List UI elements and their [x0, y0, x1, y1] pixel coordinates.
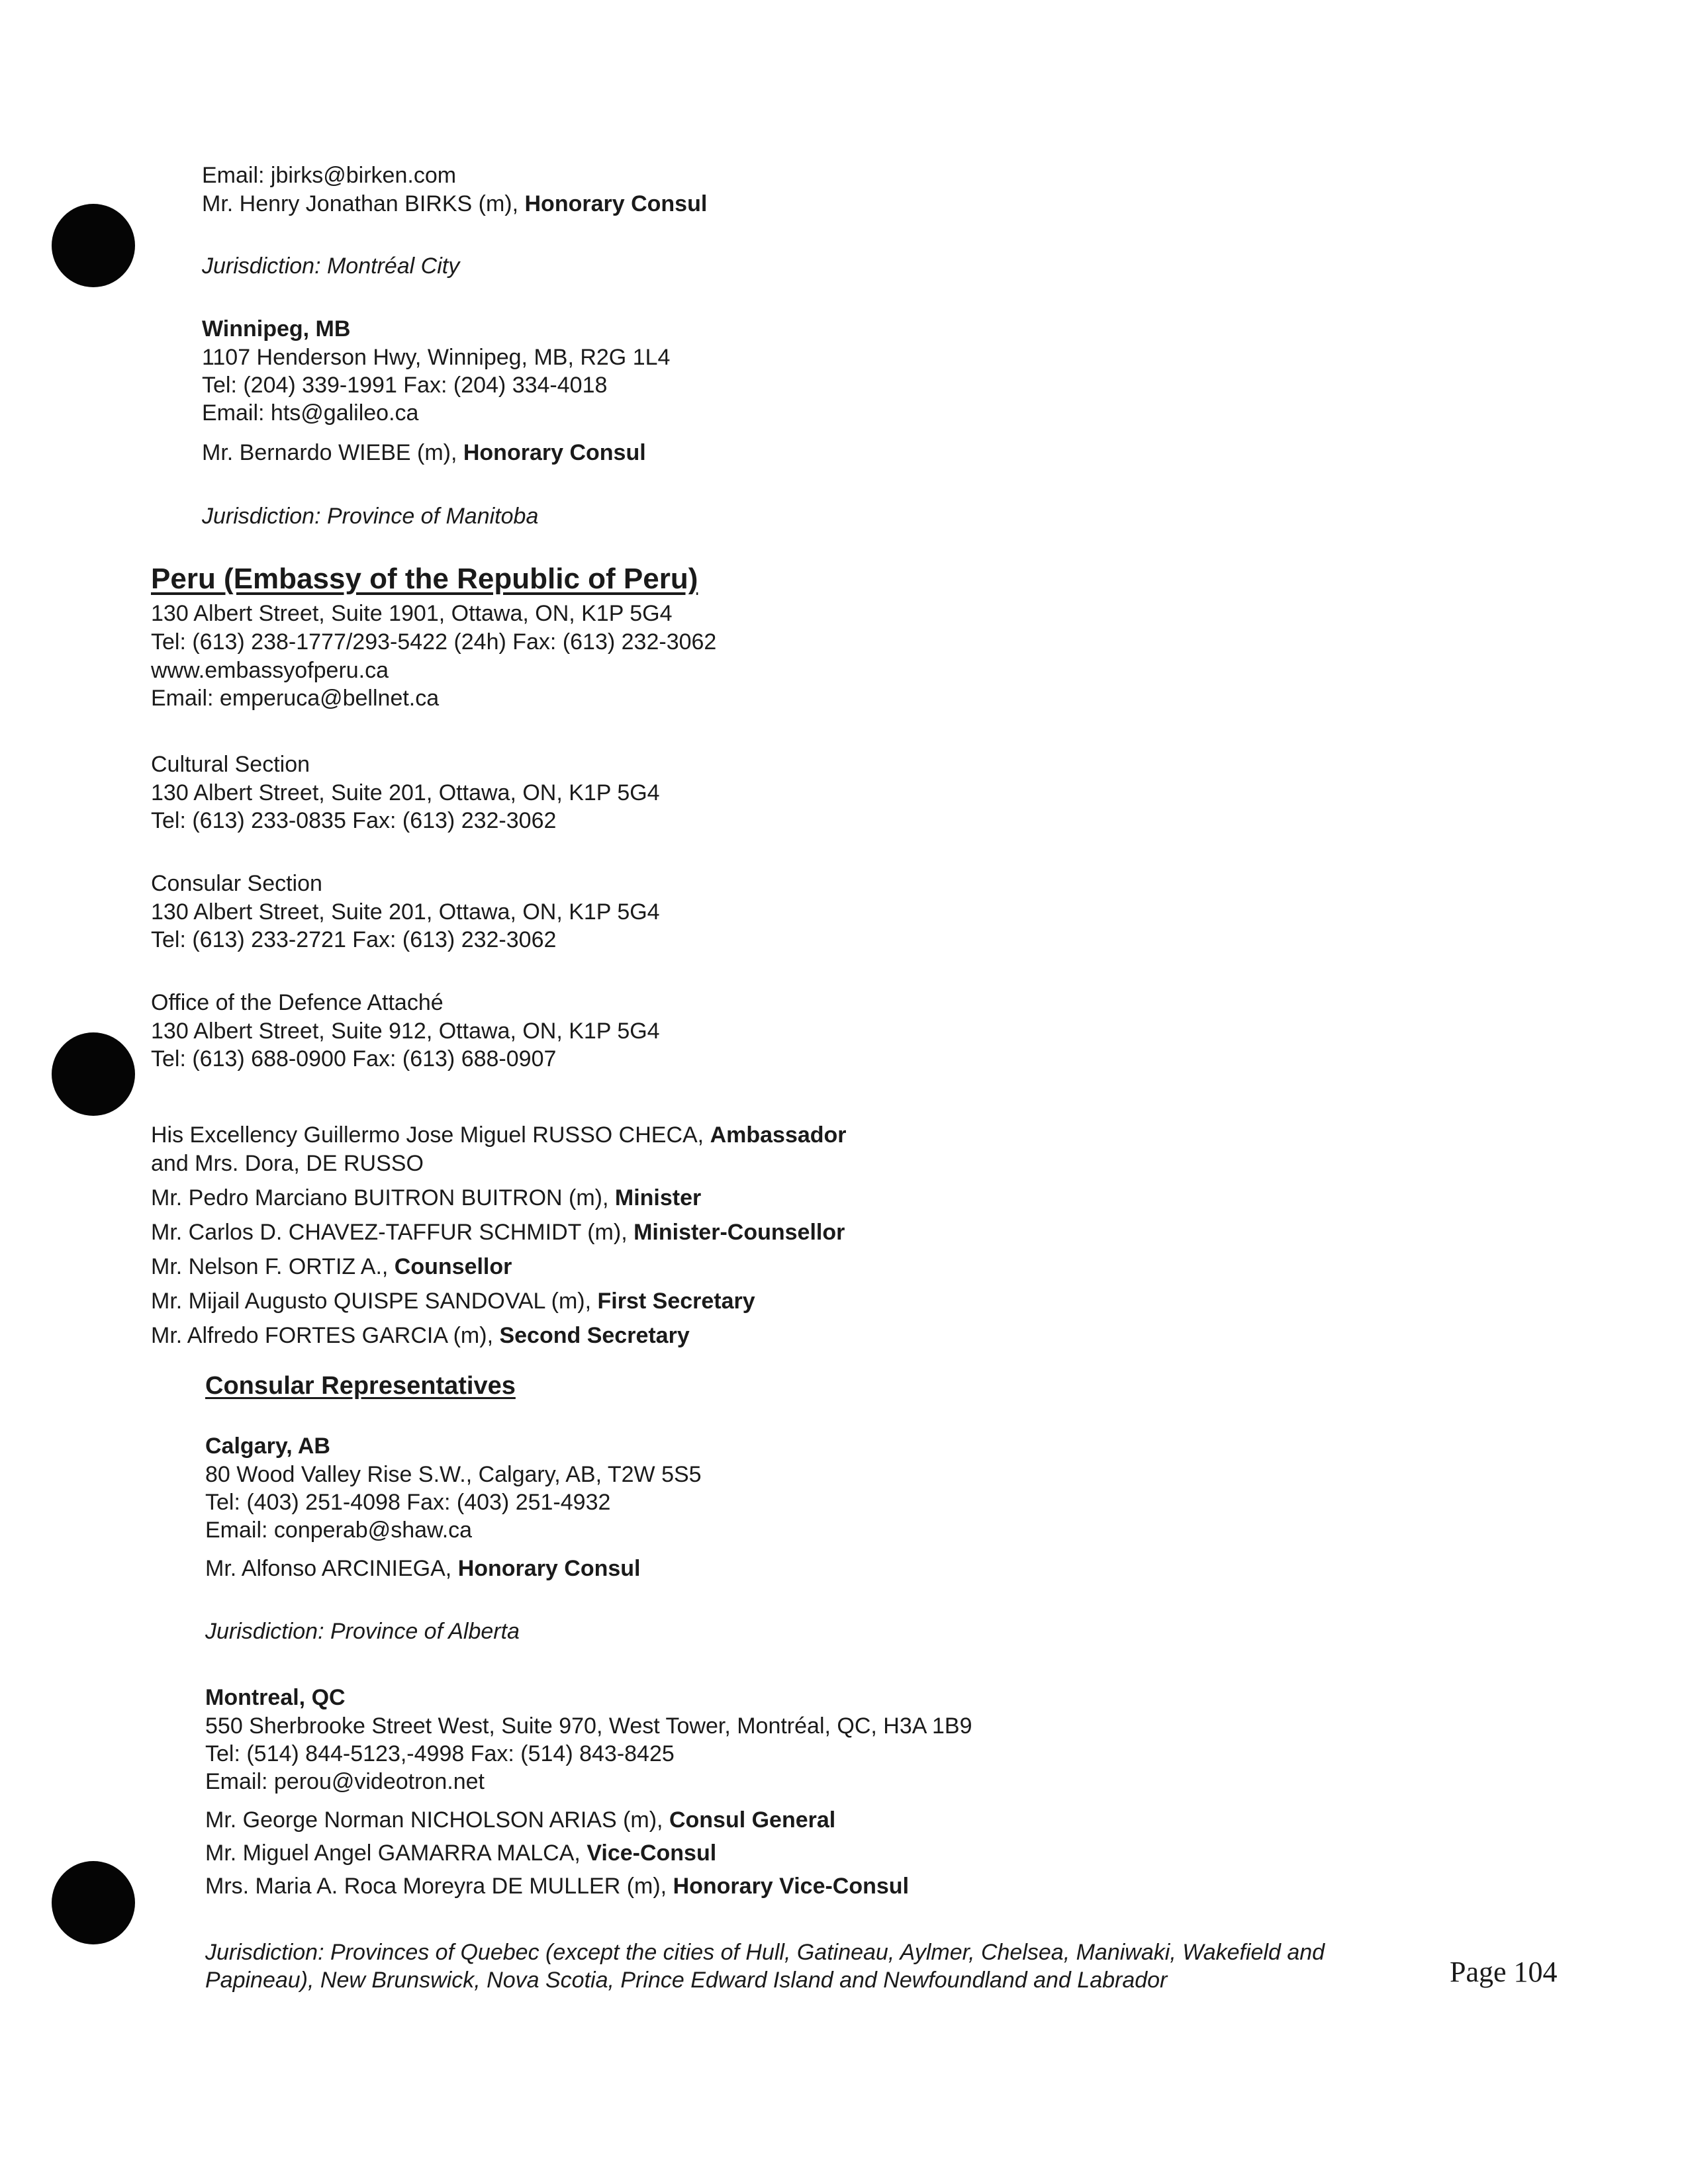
person-title: First Secretary — [597, 1289, 755, 1314]
montreal-tel: Tel: (514) 844-5123,-4998 Fax: (514) 843-8425 — [205, 1741, 675, 1766]
punch-hole-middle — [52, 1032, 135, 1116]
cultural-section-address: 130 Albert Street, Suite 201, Ottawa, ON, K1P 5G4 — [151, 780, 660, 805]
consular-section-address: 130 Albert Street, Suite 201, Ottawa, ON, K1P 5G4 — [151, 899, 660, 925]
person-name: Mrs. Maria A. Roca Moreyra DE MULLER (m), — [205, 1874, 673, 1899]
montreal-address: 550 Sherbrooke Street West, Suite 970, West Tower, Montréal, QC, H3A 1B9 — [205, 1713, 972, 1739]
person-name: Mr. Nelson F. ORTIZ A., — [151, 1254, 395, 1279]
winnipeg-address: 1107 Henderson Hwy, Winnipeg, MB, R2G 1L4 — [202, 345, 671, 370]
staff-member — [151, 1219, 845, 1246]
consular-representatives-title: Consular Representatives — [205, 1372, 516, 1400]
staff-member — [151, 1322, 690, 1349]
person-name: Mr. Miguel Angel GAMARRA MALCA, — [205, 1841, 587, 1866]
staff-member — [151, 1185, 701, 1211]
ambassador-spouse: and Mrs. Dora, DE RUSSO — [151, 1151, 424, 1176]
ambassador — [151, 1122, 847, 1148]
montreal-person — [205, 1840, 716, 1866]
person-title: Consul General — [669, 1807, 836, 1833]
winnipeg-tel: Tel: (204) 339-1991 Fax: (204) 334-4018 — [202, 373, 608, 398]
calgary-address: 80 Wood Valley Rise S.W., Calgary, AB, T2W 5S5 — [205, 1462, 702, 1487]
person-title: Minister-Counsellor — [633, 1220, 845, 1245]
montreal-heading: Montreal, QC — [205, 1685, 346, 1710]
intro-person — [202, 191, 707, 217]
punch-hole-bottom — [52, 1861, 135, 1944]
calgary-heading: Calgary, AB — [205, 1433, 330, 1459]
person-name: Mr. Henry Jonathan BIRKS (m), — [202, 191, 525, 216]
person-name: Mr. Alfredo FORTES GARCIA (m), — [151, 1323, 500, 1348]
punch-hole-top — [52, 204, 135, 287]
person-title: Counsellor — [394, 1254, 512, 1279]
person-name: Mr. Pedro Marciano BUITRON BUITRON (m), — [151, 1185, 615, 1210]
winnipeg-person — [202, 439, 646, 466]
peru-email: Email: emperuca@bellnet.ca — [151, 686, 440, 711]
winnipeg-jurisdiction: Jurisdiction: Province of Manitoba — [202, 504, 539, 529]
person-name: Mr. Alfonso ARCINIEGA, — [205, 1556, 458, 1581]
cultural-section-tel: Tel: (613) 233-0835 Fax: (613) 232-3062 — [151, 808, 557, 833]
winnipeg-heading: Winnipeg, MB — [202, 316, 351, 341]
person-title: Second Secretary — [499, 1323, 690, 1348]
intro-jurisdiction: Jurisdiction: Montréal City — [202, 253, 460, 279]
page-number: Page 104 — [1450, 1956, 1558, 1988]
montreal-email: Email: perou@videotron.net — [205, 1769, 485, 1794]
defence-office-tel: Tel: (613) 688-0900 Fax: (613) 688-0907 — [151, 1046, 557, 1071]
peru-address: 130 Albert Street, Suite 1901, Ottawa, ON, K1P 5G4 — [151, 601, 673, 626]
person-title: Minister — [614, 1185, 702, 1210]
person-name: Mr. Carlos D. CHAVEZ-TAFFUR SCHMIDT (m), — [151, 1220, 634, 1245]
defence-office-address: 130 Albert Street, Suite 912, Ottawa, ON, K1P 5G4 — [151, 1019, 660, 1044]
peru-embassy-title: Peru (Embassy of the Republic of Peru) — [151, 563, 698, 595]
calgary-jurisdiction: Jurisdiction: Province of Alberta — [205, 1619, 520, 1644]
person-name: His Excellency Guillermo Jose Miguel RUSSO CHECA, — [151, 1122, 710, 1148]
calgary-person — [205, 1555, 641, 1582]
person-title: Vice-Consul — [586, 1841, 717, 1866]
intro-email: Email: jbirks@birken.com — [202, 163, 457, 188]
cultural-section-name: Cultural Section — [151, 752, 310, 777]
peru-tel: Tel: (613) 238-1777/293-5422 (24h) Fax: (613) 232-3062 — [151, 629, 717, 655]
winnipeg-email: Email: hts@galileo.ca — [202, 400, 419, 426]
consular-section-tel: Tel: (613) 233-2721 Fax: (613) 232-3062 — [151, 927, 557, 952]
staff-member — [151, 1253, 512, 1280]
person-title: Honorary Consul — [463, 440, 646, 465]
person-title: Ambassador — [710, 1122, 847, 1148]
person-title: Honorary Consul — [457, 1556, 641, 1581]
montreal-jurisdiction-line1: Jurisdiction: Provinces of Quebec (except the cities of Hull, Gatineau, Aylmer, Chelsea, Maniwaki, Wakefield and — [205, 1940, 1325, 1965]
person-name: Mr. Mijail Augusto QUISPE SANDOVAL (m), — [151, 1289, 598, 1314]
person-name: Mr. Bernardo WIEBE (m), — [202, 440, 463, 465]
person-title: Honorary Consul — [524, 191, 708, 216]
calgary-email: Email: conperab@shaw.ca — [205, 1518, 473, 1543]
montreal-jurisdiction-line2: Papineau), New Brunswick, Nova Scotia, Prince Edward Island and Newfoundland and Labrador — [205, 1968, 1168, 1993]
montreal-person — [205, 1873, 909, 1899]
staff-member — [151, 1288, 755, 1314]
person-title: Honorary Vice-Consul — [673, 1874, 910, 1899]
consular-section-name: Consular Section — [151, 871, 322, 896]
defence-office-name: Office of the Defence Attaché — [151, 990, 444, 1015]
person-name: Mr. George Norman NICHOLSON ARIAS (m), — [205, 1807, 669, 1833]
montreal-person — [205, 1807, 835, 1833]
peru-website: www.embassyofperu.ca — [151, 658, 389, 683]
calgary-tel: Tel: (403) 251-4098 Fax: (403) 251-4932 — [205, 1490, 611, 1515]
